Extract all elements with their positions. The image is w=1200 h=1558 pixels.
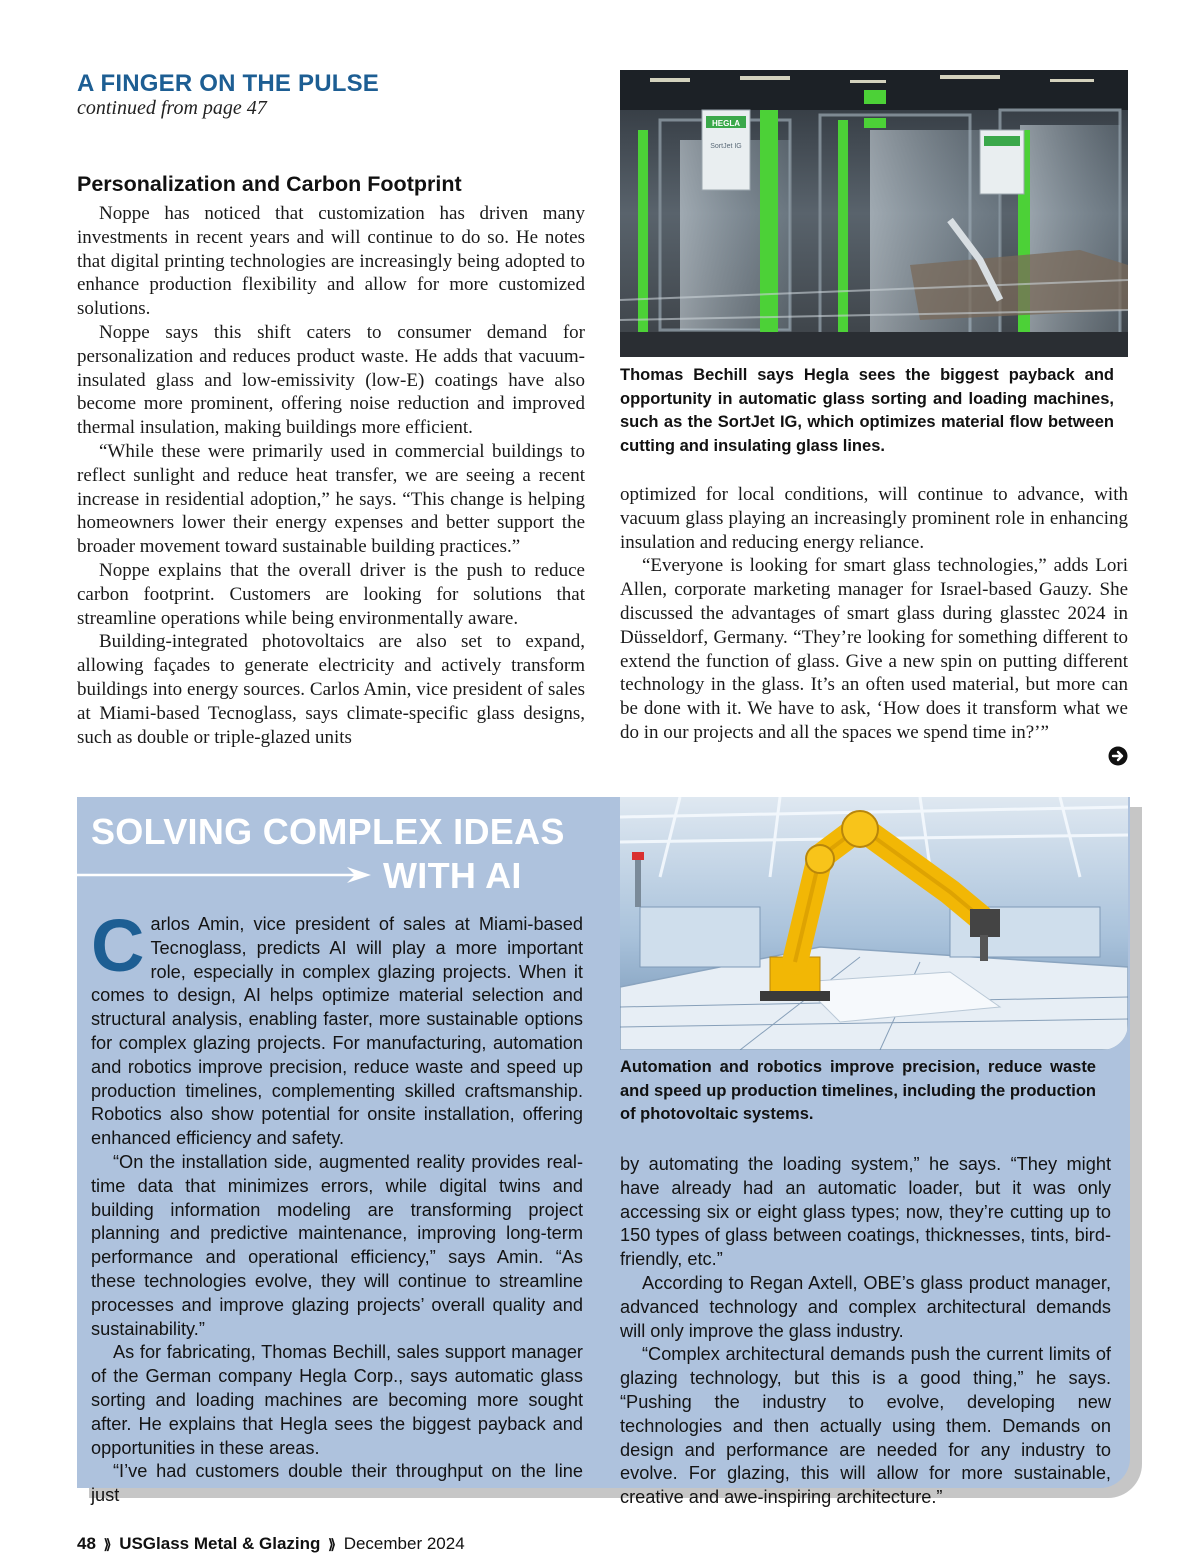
sidebar-paragraph: by automating the loading system,” he says. “They might have already had an automatic loader, but it was only accessing six or eight glass types; now, they’re cutting up to 150 types of glass between coatings, thicknesses, tints, bird-friendly, etc.” bbox=[620, 1154, 1111, 1270]
sidebar-right-column bbox=[620, 1153, 1111, 1510]
photo-glass-sorting-machine bbox=[620, 70, 1128, 357]
article-paragraph: Building-integrated photovoltaics are also set to expand, allowing façades to generate electricity and actively transform buildings into energy sources. Carlos Amin, vice president of sales at Miami-based Tecnoglass, says climate-specific glass designs, such as double or triple-glazed units bbox=[77, 631, 585, 748]
article-right-column bbox=[620, 483, 1128, 745]
photo1-machine-label: SortJet IG bbox=[710, 143, 742, 150]
issue-date: December 2024 bbox=[343, 1534, 465, 1553]
article-paragraph: Noppe has noticed that customization has driven many investments in recent years and will continue to do so. He notes that digital printing technologies are increasingly being adopted to enhance production flexibility and allow for more customized solutions. bbox=[77, 203, 585, 320]
sidebar-paragraph: As for fabricating, Thomas Bechill, sales support manager of the German company Hegla Corp., says automatic glass sorting and loading machines are becoming more sought after. He explains that Hegla sees the biggest payback and opportunities in these areas. bbox=[91, 1342, 583, 1458]
sidebar-paragraph: “Complex architectural demands push the current limits of glazing technology, but this is a good thing,” he says. “Pushing the industry to evolve, developing new technologies and then actually using them. Demands on design and performance are needed for any industry to evolve. For glazing, this will allow for more sustainable, creative and awe-inspiring architecture.” bbox=[620, 1344, 1111, 1508]
sidebar-title-line1: SOLVING COMPLEX IDEAS bbox=[91, 811, 565, 852]
sidebar-first-paragraph-text: arlos Amin, vice president of sales at Miami-based Tecnoglass, predicts AI will play a more important role, especially in complex glazing projects. When it comes to design, AI helps optimize material selection and structural analysis, enabling faster, more sustainable options for complex glazing projects. For manufacturing, automation and robotics improve precision, reduce waste and speed up production timelines, complementing skilled craftsmanship. Robotics also show potential for onsite installation, offering enhanced efficiency and safety. bbox=[91, 914, 583, 1149]
publication-name: USGlass Metal & Glazing bbox=[119, 1534, 321, 1553]
article-paragraph: Noppe explains that the overall driver is the push to reduce carbon footprint. Customers are looking for solutions that streamline operations while being environmentally aware. bbox=[77, 559, 585, 629]
article-paragraph: “While these were primarily used in commercial buildings to reflect sunlight and reduce heat transfer, we are seeing a recent increase in residential adoption,” he says. “This change is helping homeowners lower their energy expenses and better support the broader movement toward sustainable building practices.” bbox=[77, 440, 585, 558]
photo1-machine-sign: HEGLA bbox=[712, 119, 740, 128]
footer-separator: ⟫ bbox=[328, 1536, 336, 1552]
section-kicker: A FINGER ON THE PULSE bbox=[77, 70, 379, 97]
photo-robotic-arm bbox=[620, 797, 1128, 1050]
page-number: 48 bbox=[77, 1534, 96, 1553]
article-paragraph: Noppe says this shift caters to consumer demand for personalization and reduces product waste. He adds that vacuum-insulated glass and low-emissivity (low-E) coatings have also become more prominent, offering noise reduction and improved thermal insulation, making buildings more efficient. bbox=[77, 321, 585, 439]
title-arrow-icon bbox=[77, 866, 373, 884]
photo2-caption: Automation and robotics improve precision, reduce waste and speed up production timelines, including the production of photovoltaic systems. bbox=[620, 1058, 1096, 1124]
article-left-column bbox=[77, 170, 585, 749]
photo-glass-sorting-illustration bbox=[620, 70, 1128, 357]
footer-separator: ⟫ bbox=[103, 1536, 112, 1552]
page-footer bbox=[77, 1534, 465, 1554]
arrow-right-circle-icon bbox=[1108, 746, 1128, 766]
continued-note: continued from page 47 bbox=[77, 97, 267, 119]
sidebar-title-line2: WITH AI bbox=[383, 855, 522, 896]
sidebar-left-column bbox=[91, 904, 583, 1508]
sidebar-first-paragraph bbox=[91, 904, 583, 1151]
article-subhead: Personalization and Carbon Footprint bbox=[77, 172, 462, 196]
sidebar-paragraph: According to Regan Axtell, OBE’s glass product manager, advanced technology and complex architectural demands will only improve the glass industry. bbox=[620, 1272, 1111, 1341]
sidebar-paragraph: “I’ve had customers double their throughput on the line just bbox=[91, 1461, 583, 1506]
photo1-caption: Thomas Bechill says Hegla sees the biggest payback and opportunity in automatic glass sorting and loading machines, such as the SortJet IG, which optimizes material flow between cutting and insulating glass lines. bbox=[620, 366, 1114, 456]
sidebar-paragraph: “On the installation side, augmented reality provides real-time data that minimizes errors, while digital twins and building information modeling are transforming project planning and predictive maintenance, improving long-term performance and operational efficiency,” says Amin. “As these technologies evolve, they will continue to streamline processes and improve glazing projects’ overall quality and sustainability.” bbox=[91, 1151, 583, 1339]
photo-robotic-arm-illustration bbox=[620, 797, 1128, 1050]
article-paragraph: optimized for local conditions, will continue to advance, with vacuum glass playing an increasingly prominent role in enhancing insulation and reducing energy reliance. bbox=[620, 484, 1128, 553]
article-paragraph: “Everyone is looking for smart glass technologies,” adds Lori Allen, corporate marketing manager for Israel-based Gauzy. She discussed the advantages of smart glass during glasstec 2024 in Düsseldorf, Germany. “They’re looking for something different to extend the function of glass. Give a new spin on putting different technology in the glass. It’s an often used material, but more can be done with it. We have to ask, ‘How does it transform what we do in our projects and all the spaces we spend time in?’” bbox=[620, 555, 1128, 743]
drop-cap: C bbox=[91, 904, 145, 987]
